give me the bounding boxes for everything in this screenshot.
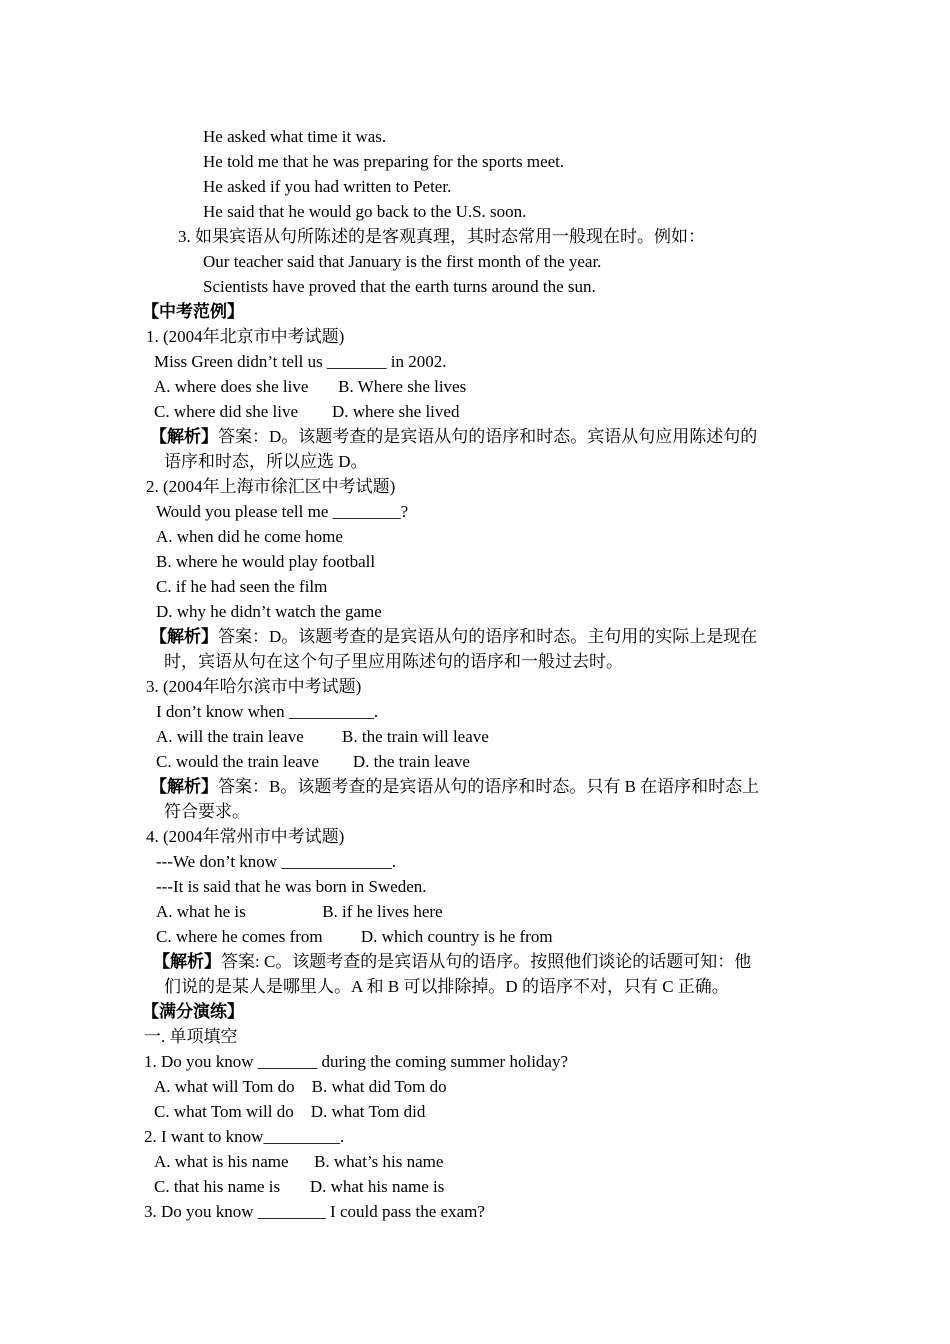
question-stem: Would you please tell me ________? — [156, 502, 409, 521]
question-option: C. if he had seen the film — [156, 577, 328, 596]
section-heading: 【满分演练】 — [142, 1002, 244, 1021]
question-option: B. where he would play football — [156, 552, 376, 571]
question-options: A. where does she live B. Where she lives — [154, 377, 467, 396]
question-option: D. why he didn’t watch the game — [156, 602, 382, 621]
dialogue-line: ---It is said that he was born in Sweden. — [156, 877, 427, 896]
question-options: C. where did she live D. where she lived — [154, 402, 460, 421]
question-options: C. what Tom will do D. what Tom did — [154, 1102, 426, 1121]
analysis-line: 符合要求。 — [164, 802, 249, 821]
question-stem: I don’t know when __________. — [156, 702, 379, 721]
analysis-line — [153, 949, 751, 974]
question-source: 4. (2004年常州市中考试题) — [146, 827, 345, 846]
analysis-tag: 【解析】 — [150, 427, 218, 446]
rule-3: 3. 如果宾语从句所陈述的是客观真理，其时态常用一般现在时。例如： — [178, 227, 705, 246]
analysis-line: 语序和时态，所以应选 D。 — [164, 452, 368, 471]
analysis-text: 答案: C。该题考查的是宾语从句的语序。按照他们谈论的话题可知：他 — [221, 952, 752, 971]
question-source: 1. (2004年北京市中考试题) — [146, 327, 345, 346]
example-sentence: He asked if you had written to Peter. — [203, 177, 452, 196]
question-options: C. where he comes from D. which country is he from — [156, 927, 553, 946]
question-options: A. what is his name B. what’s his name — [154, 1152, 444, 1171]
question-option: A. when did he come home — [156, 527, 343, 546]
example-sentence: He said that he would go back to the U.S. soon. — [203, 202, 527, 221]
question-options: C. would the train leave D. the train leave — [156, 752, 470, 771]
question-stem: 2. I want to know_________. — [144, 1127, 345, 1146]
analysis-line — [150, 624, 757, 649]
analysis-line: 时，宾语从句在这个句子里应用陈述句的语序和一般过去时。 — [164, 652, 623, 671]
section-heading: 【中考范例】 — [142, 302, 244, 321]
question-options: A. will the train leave B. the train will leave — [156, 727, 489, 746]
question-stem: Miss Green didn’t tell us _______ in 2002. — [154, 352, 447, 371]
subsection-title: 一. 单项填空 — [144, 1027, 238, 1046]
analysis-line — [150, 424, 757, 449]
analysis-text: 答案：B。该题考查的是宾语从句的语序和时态。只有 B 在语序和时态上 — [218, 777, 760, 796]
analysis-text: 答案：D。该题考查的是宾语从句的语序和时态。主句用的实际上是现在 — [218, 627, 758, 646]
analysis-tag: 【解析】 — [150, 627, 218, 646]
dialogue-line: ---We don’t know _____________. — [156, 852, 397, 871]
question-source: 2. (2004年上海市徐汇区中考试题) — [146, 477, 396, 496]
example-sentence: Scientists have proved that the earth turns around the sun. — [203, 277, 596, 296]
example-sentence: He told me that he was preparing for the sports meet. — [203, 152, 565, 171]
analysis-line: 们说的是某人是哪里人。A 和 B 可以排除掉。D 的语序不对，只有 C 正确。 — [164, 977, 729, 996]
analysis-line — [150, 774, 759, 799]
question-options: A. what will Tom do B. what did Tom do — [154, 1077, 447, 1096]
analysis-text: 答案：D。该题考查的是宾语从句的语序和时态。宾语从句应用陈述句的 — [218, 427, 758, 446]
analysis-tag: 【解析】 — [153, 952, 221, 971]
question-stem: 3. Do you know ________ I could pass the exam? — [144, 1202, 485, 1221]
example-sentence: He asked what time it was. — [203, 127, 387, 146]
question-stem: 1. Do you know _______ during the coming summer holiday? — [144, 1052, 569, 1071]
question-options: A. what he is B. if he lives here — [156, 902, 443, 921]
example-sentence: Our teacher said that January is the first month of the year. — [203, 252, 602, 271]
question-options: C. that his name is D. what his name is — [154, 1177, 445, 1196]
analysis-tag: 【解析】 — [150, 777, 218, 796]
question-source: 3. (2004年哈尔滨市中考试题) — [146, 677, 362, 696]
